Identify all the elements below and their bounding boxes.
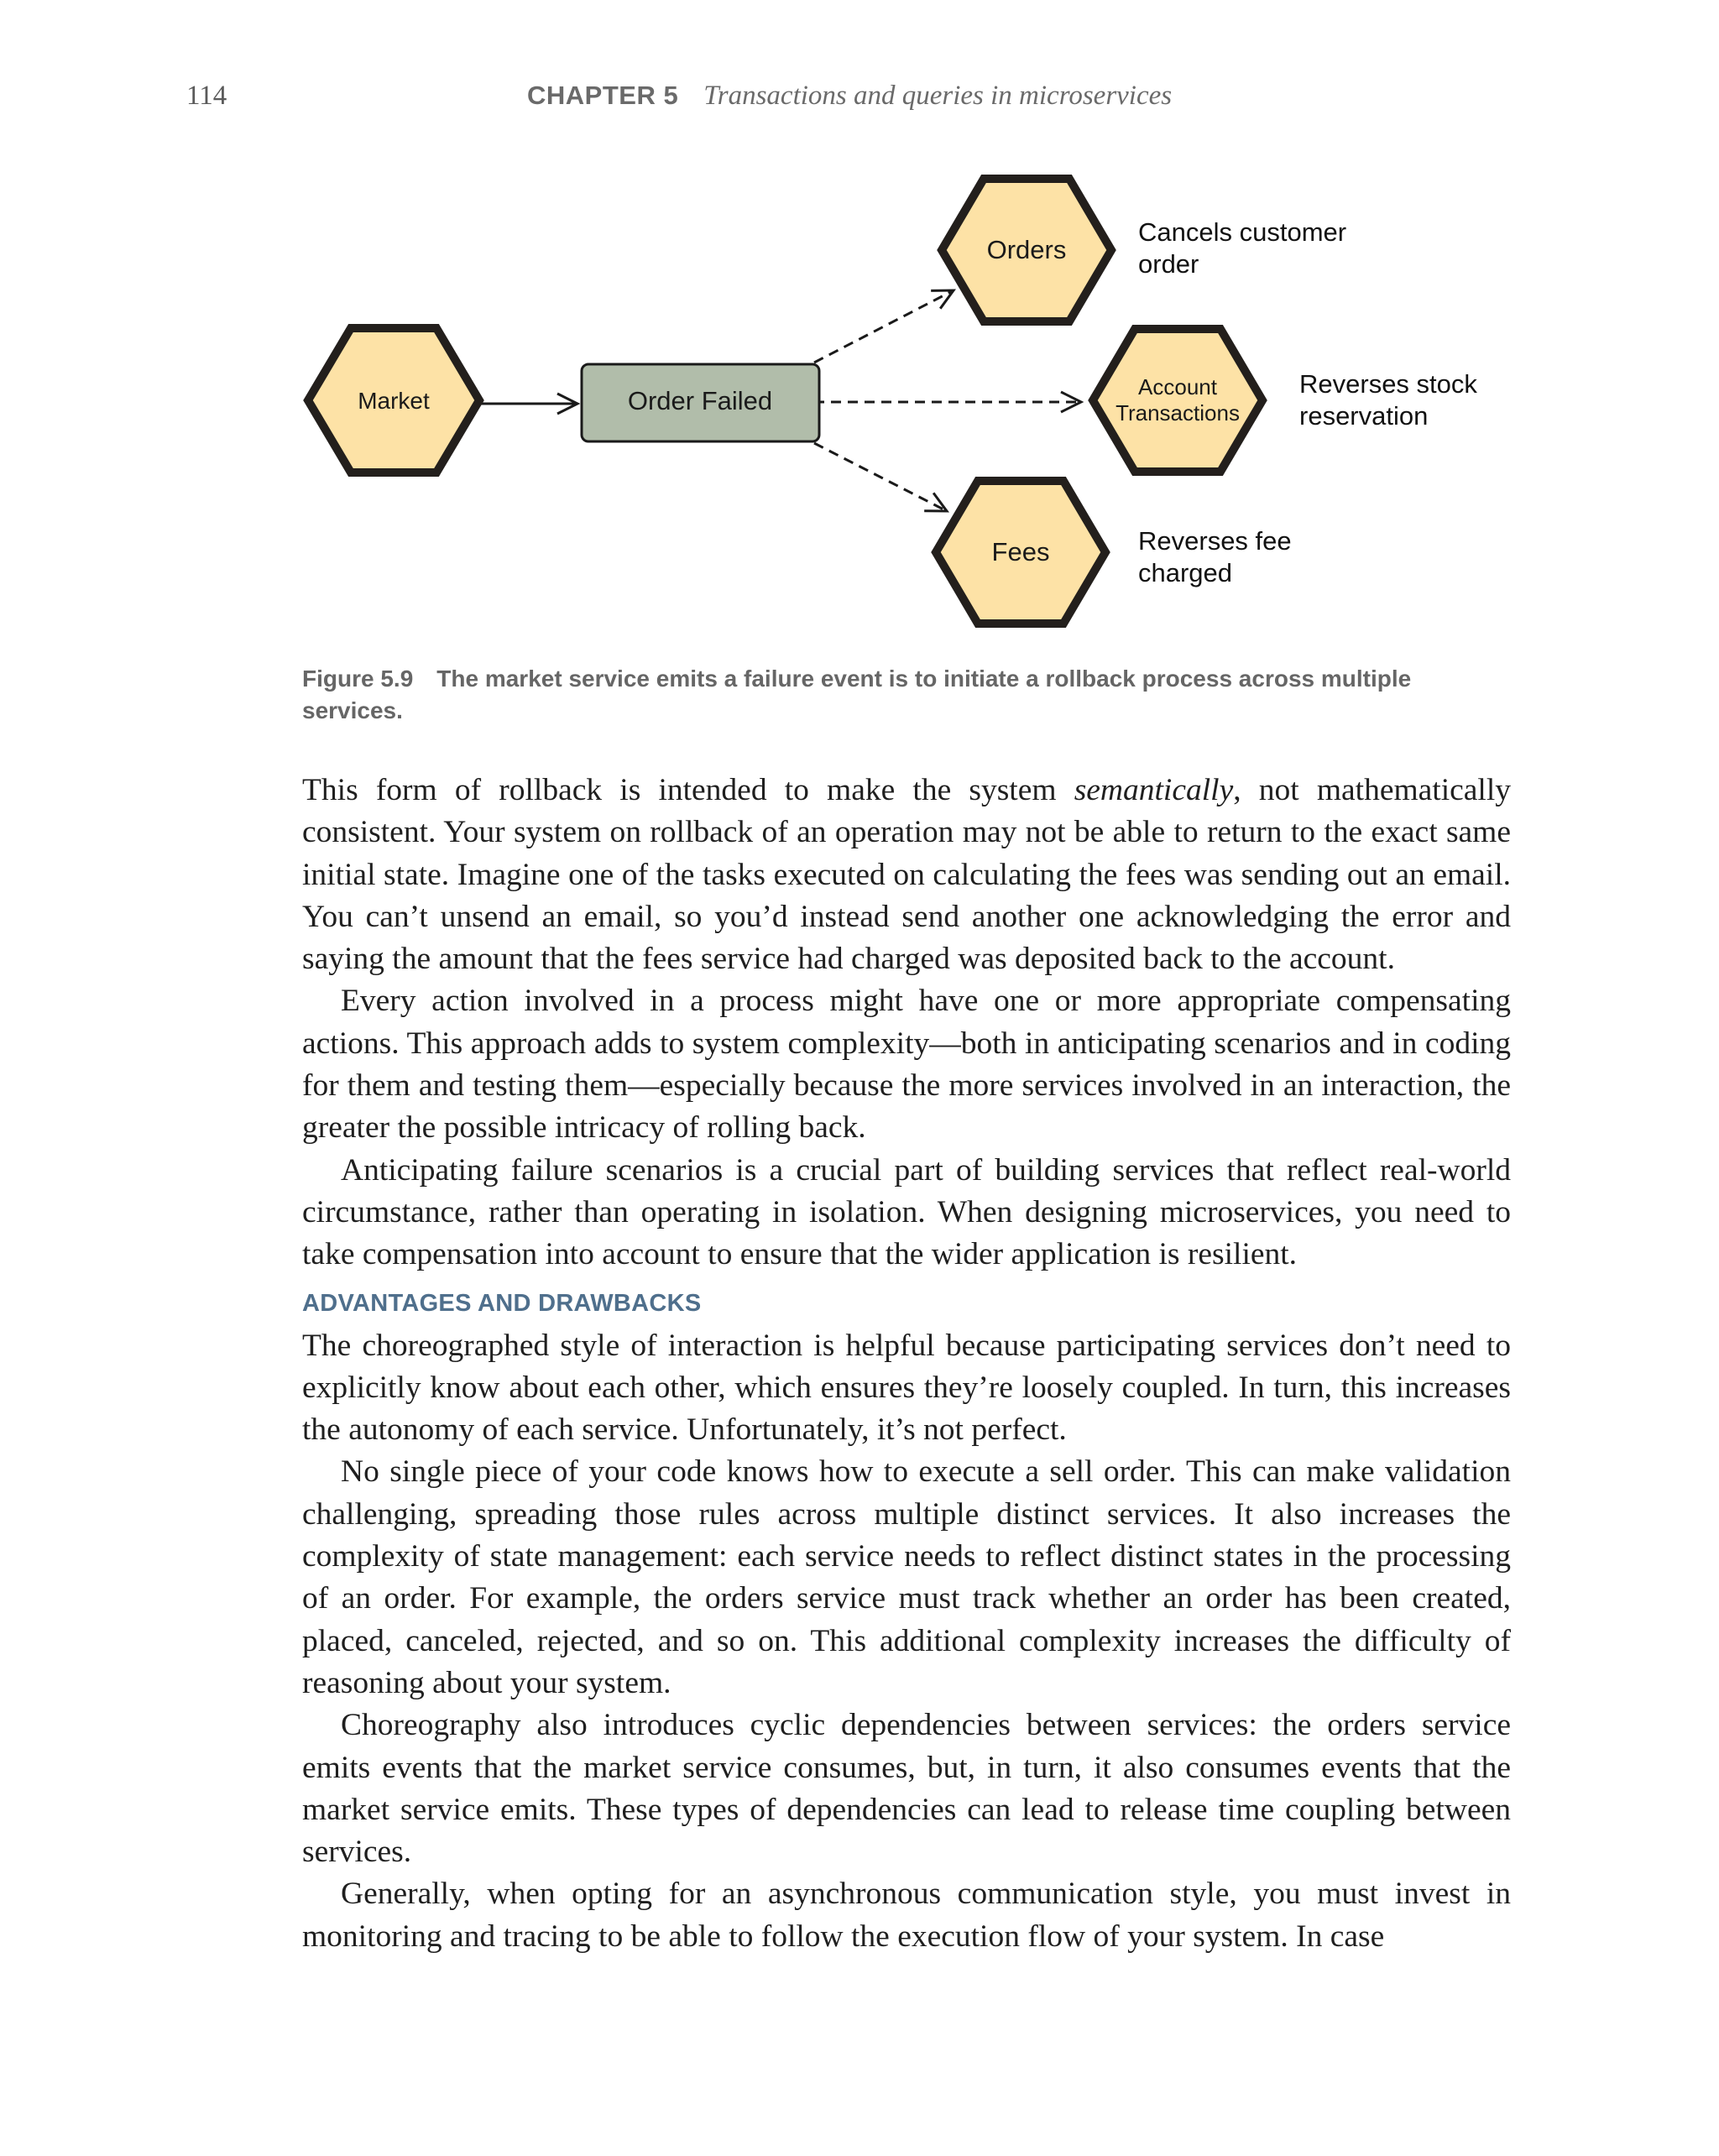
market-node [308,328,479,472]
paragraph-3: Anticipating failure scenarios is a crucial part of building services that reflect real-world circumstance, rather than operating in isolation. When designing microservices, you need to take compensation into account to ensure that the wider application is resilient. [302,1152,1511,1272]
figure-caption-text: The market service emits a failure event is to initiate a rollback process across multiple services. [302,666,1412,723]
order-failed-event [582,364,819,441]
event-to-orders-arrow [814,290,954,363]
body-text [302,770,1511,1958]
account-label-line1: Account [1138,374,1217,399]
figure-caption [302,663,1511,727]
orders-annotation-line2: order [1138,249,1199,279]
chapter-title: Transactions and queries in microservices [703,81,1173,111]
paragraph-7: Generally, when opting for an asynchronous communication style, you must invest in monitoring and tracing to be able to follow the execution flow of your system. In case [302,1877,1511,1954]
rollback-diagram [0,159,1719,646]
paragraph-2: Every action involved in a process might have one or more appropriate compensating actions. This approach adds to system complexity—both in anticipating scenarios and in coding for them and testing them—especially because the more services involved in an interaction, the greater the possible intricacy of rolling back. [302,984,1511,1146]
account-transactions-node [1093,329,1262,472]
paragraph-1 [302,770,1511,980]
market-label: Market [358,388,430,414]
orders-annotation-line1: Cancels customer [1138,217,1347,247]
page-number: 114 [186,81,227,111]
orders-label: Orders [986,235,1067,264]
paragraph-6: Choreography also introduces cyclic dependencies between services: the orders service emits events that the market service consumes, but, in turn, it also consumes events that the market service emits. These types of dependencies can lead to release time coupling between services. [302,1708,1511,1870]
paragraph-1-end: , not mathematically consistent. Your system on rollback of an operation may not be able to return to the exact same initial state. Imagine one of the tasks executed on calculating the fees was sending out an email. You can’t unsend an email, so you’d instead send another one acknowledging the error and saying the amount that the fees service had charged was deposited back to the account. [302,773,1511,977]
running-head [527,81,1172,112]
paragraph-1-start: This form of rollback is intended to make the system [302,773,1074,807]
paragraph-5: No single piece of your code knows how to execute a sell order. This can make validation challenging, spreading those rules across multiple distinct services. It also increases the complexity of state management: each service needs to reflect distinct states in the processing of an order. For example, the orders service must track whether an order has been created, placed, canceled, rejected, and so on. This additional complexity increases the difficulty of reasoning about your system. [302,1454,1511,1700]
fees-node [936,481,1105,624]
chapter-label: CHAPTER 5 [527,81,679,110]
account-annotation-line1: Reverses stock [1299,369,1477,399]
paragraph-4: The choreographed style of interaction is helpful because participating services don’t need to explicitly know about each other, which ensures they’re loosely coupled. In turn, this increases the autonomy of each service. Unfortunately, it’s not perfect. [302,1328,1511,1448]
figure-label: Figure 5.9 [302,666,414,692]
fees-label: Fees [991,537,1050,566]
fees-annotation-line1: Reverses fee [1138,526,1292,556]
page-header [0,81,1719,123]
orders-node [942,179,1111,321]
order-failed-label: Order Failed [627,386,773,415]
account-annotation-line2: reservation [1299,401,1429,431]
section-heading: ADVANTAGES AND DRAWBACKS [302,1289,702,1317]
event-to-fees-arrow [814,443,947,511]
fees-annotation-line2: charged [1138,558,1233,587]
account-label-line2: Transactions [1116,400,1240,425]
paragraph-1-emphasis: semantically [1074,773,1234,807]
